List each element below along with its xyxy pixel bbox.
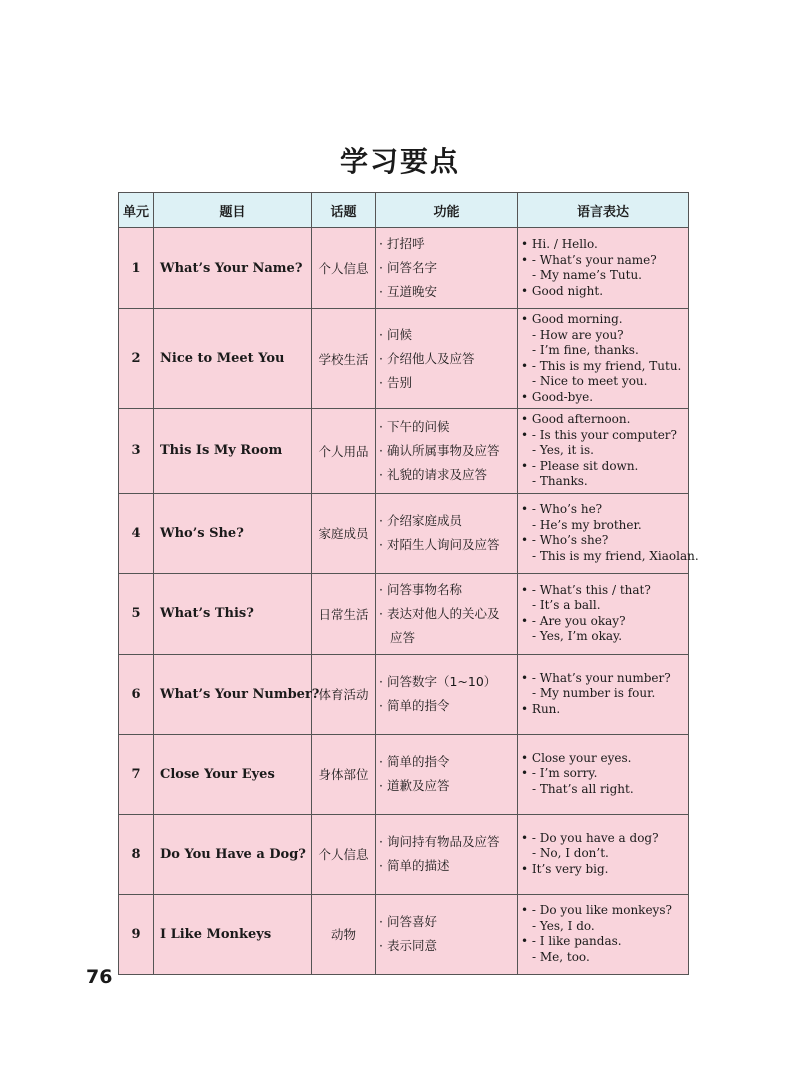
expression-line: • - Is this your computer? [521, 427, 677, 442]
unit-title: Close Your Eyes [154, 734, 312, 814]
table-row [119, 309, 689, 409]
function-item: · 询问持有物品及应答 [379, 834, 500, 849]
expression-line: - He’s my brother. [532, 517, 642, 532]
header-function: 功能 [376, 193, 518, 228]
unit-expressions [518, 309, 689, 409]
expression-line: • Good morning. [521, 312, 623, 326]
function-item: · 简单的描述 [379, 858, 450, 873]
unit-number: 9 [119, 894, 154, 974]
learning-points-table [118, 192, 699, 975]
header-unit: 单元 [119, 193, 154, 228]
unit-title: Who’s She? [154, 493, 312, 573]
unit-title: This Is My Room [154, 409, 312, 494]
expression-line: • - What’s your name? [521, 252, 657, 267]
function-item: · 道歉及应答 [379, 778, 450, 793]
expression-line: - My name’s Tutu. [532, 268, 642, 282]
expression-line: - Me, too. [532, 949, 590, 964]
unit-expressions [518, 654, 689, 734]
unit-functions [376, 814, 518, 894]
unit-topic: 日常生活 [312, 573, 376, 654]
unit-topic: 个人信息 [312, 228, 376, 309]
unit-title: What’s Your Number? [154, 654, 312, 734]
unit-expressions [518, 814, 689, 894]
function-item: · 告别 [379, 374, 412, 390]
expression-line: • Run. [521, 701, 561, 716]
unit-topic: 个人用品 [312, 409, 376, 494]
unit-title: Do You Have a Dog? [154, 814, 312, 894]
header-topic: 话题 [312, 193, 376, 228]
expression-line: • Close your eyes. [521, 750, 632, 765]
unit-number: 2 [119, 309, 154, 409]
function-item: 应答 [390, 629, 416, 645]
expression-line: - I’m fine, thanks. [532, 343, 639, 357]
expression-line: • - I’m sorry. [521, 766, 598, 781]
unit-title: I Like Monkeys [154, 894, 312, 974]
function-item: · 确认所属事物及应答 [379, 442, 500, 458]
expression-line: • - Who’s he? [521, 502, 603, 516]
unit-expressions [518, 894, 689, 974]
function-item: · 问答名字 [379, 260, 437, 275]
unit-number: 6 [119, 654, 154, 734]
unit-topic: 体育活动 [312, 654, 376, 734]
table-row [119, 409, 689, 494]
unit-number: 1 [119, 228, 154, 309]
unit-expressions [518, 573, 689, 654]
header-title: 题目 [154, 193, 312, 228]
function-item: · 礼貌的请求及应答 [379, 466, 487, 482]
table-row [119, 493, 689, 573]
table-row [119, 814, 689, 894]
unit-expressions [518, 228, 689, 309]
unit-title: What’s This? [154, 573, 312, 654]
unit-functions [376, 309, 518, 409]
table-row [119, 894, 689, 974]
unit-functions [376, 734, 518, 814]
expression-line: - That’s all right. [532, 781, 634, 796]
unit-expressions [518, 493, 699, 573]
unit-number: 4 [119, 493, 154, 573]
function-item: · 简单的指令 [379, 754, 450, 769]
function-item: · 简单的指令 [379, 698, 450, 713]
table-header-row [119, 193, 689, 228]
expression-line: • - Who’s she? [521, 533, 609, 547]
unit-topic: 家庭成员 [312, 493, 376, 573]
function-item: · 介绍家庭成员 [379, 513, 462, 528]
expression-line: - Yes, I’m okay. [532, 629, 623, 643]
table-row [119, 654, 689, 734]
unit-number: 7 [119, 734, 154, 814]
unit-expressions [518, 409, 689, 494]
expression-line: - Nice to meet you. [532, 374, 648, 388]
function-item: · 打招呼 [379, 236, 425, 251]
table-row [119, 228, 689, 309]
expression-line: - No, I don’t. [532, 846, 609, 861]
function-item: · 表示同意 [379, 938, 437, 953]
expression-line: • - What’s this / that? [521, 582, 651, 597]
expression-line: - Thanks. [532, 474, 588, 488]
unit-expressions [518, 734, 689, 814]
expression-line: • - Are you okay? [521, 613, 626, 628]
unit-functions [376, 654, 518, 734]
page-number: 76 [86, 966, 113, 988]
header-expression: 语言表达 [518, 193, 689, 228]
expression-line: • - Please sit down. [521, 458, 639, 473]
function-item: · 问候 [379, 326, 412, 342]
unit-number: 5 [119, 573, 154, 654]
expression-line: • Hi. / Hello. [521, 237, 598, 251]
expression-line: • - What’s your number? [521, 670, 671, 685]
function-item: · 问答喜好 [379, 914, 437, 929]
unit-topic: 学校生活 [312, 309, 376, 409]
expression-line: - This is my friend, Xiaolan. [532, 548, 699, 563]
expression-line: - It’s a ball. [532, 598, 601, 612]
expression-line: • - Do you like monkeys? [521, 903, 672, 917]
function-item: · 对陌生人询问及应答 [379, 537, 500, 552]
function-item: · 介绍他人及应答 [379, 350, 475, 366]
unit-topic: 身体部位 [312, 734, 376, 814]
expression-line: - Yes, I do. [532, 918, 595, 933]
table-row [119, 573, 689, 654]
expression-line: • - Do you have a dog? [521, 830, 659, 845]
expression-line: - My number is four. [532, 686, 656, 701]
expression-line: • - This is my friend, Tutu. [521, 358, 682, 373]
unit-topic: 动物 [312, 894, 376, 974]
unit-title: What’s Your Name? [154, 228, 312, 309]
expression-line: - Yes, it is. [532, 443, 594, 457]
expression-line: • It’s very big. [521, 861, 609, 876]
unit-number: 8 [119, 814, 154, 894]
unit-functions [376, 493, 518, 573]
unit-functions [376, 409, 518, 494]
expression-line: • Good-bye. [521, 389, 594, 404]
function-item: · 互道晚安 [379, 284, 437, 299]
page-title: 学习要点 [339, 145, 460, 178]
expression-line: • Good afternoon. [521, 412, 631, 426]
function-item: · 问答事物名称 [379, 581, 462, 597]
table-row [119, 734, 689, 814]
function-item: · 问答数字（1~10） [379, 674, 497, 689]
function-item: · 下午的问候 [379, 418, 450, 434]
expression-line: • Good night. [521, 283, 604, 298]
expression-line: - How are you? [532, 327, 624, 342]
unit-functions [376, 228, 518, 309]
expression-line: • - I like pandas. [521, 934, 622, 948]
unit-functions [376, 894, 518, 974]
unit-number: 3 [119, 409, 154, 494]
unit-title: Nice to Meet You [154, 309, 312, 409]
unit-functions [376, 573, 518, 654]
unit-topic: 个人信息 [312, 814, 376, 894]
function-item: · 表达对他人的关心及 [379, 605, 500, 621]
